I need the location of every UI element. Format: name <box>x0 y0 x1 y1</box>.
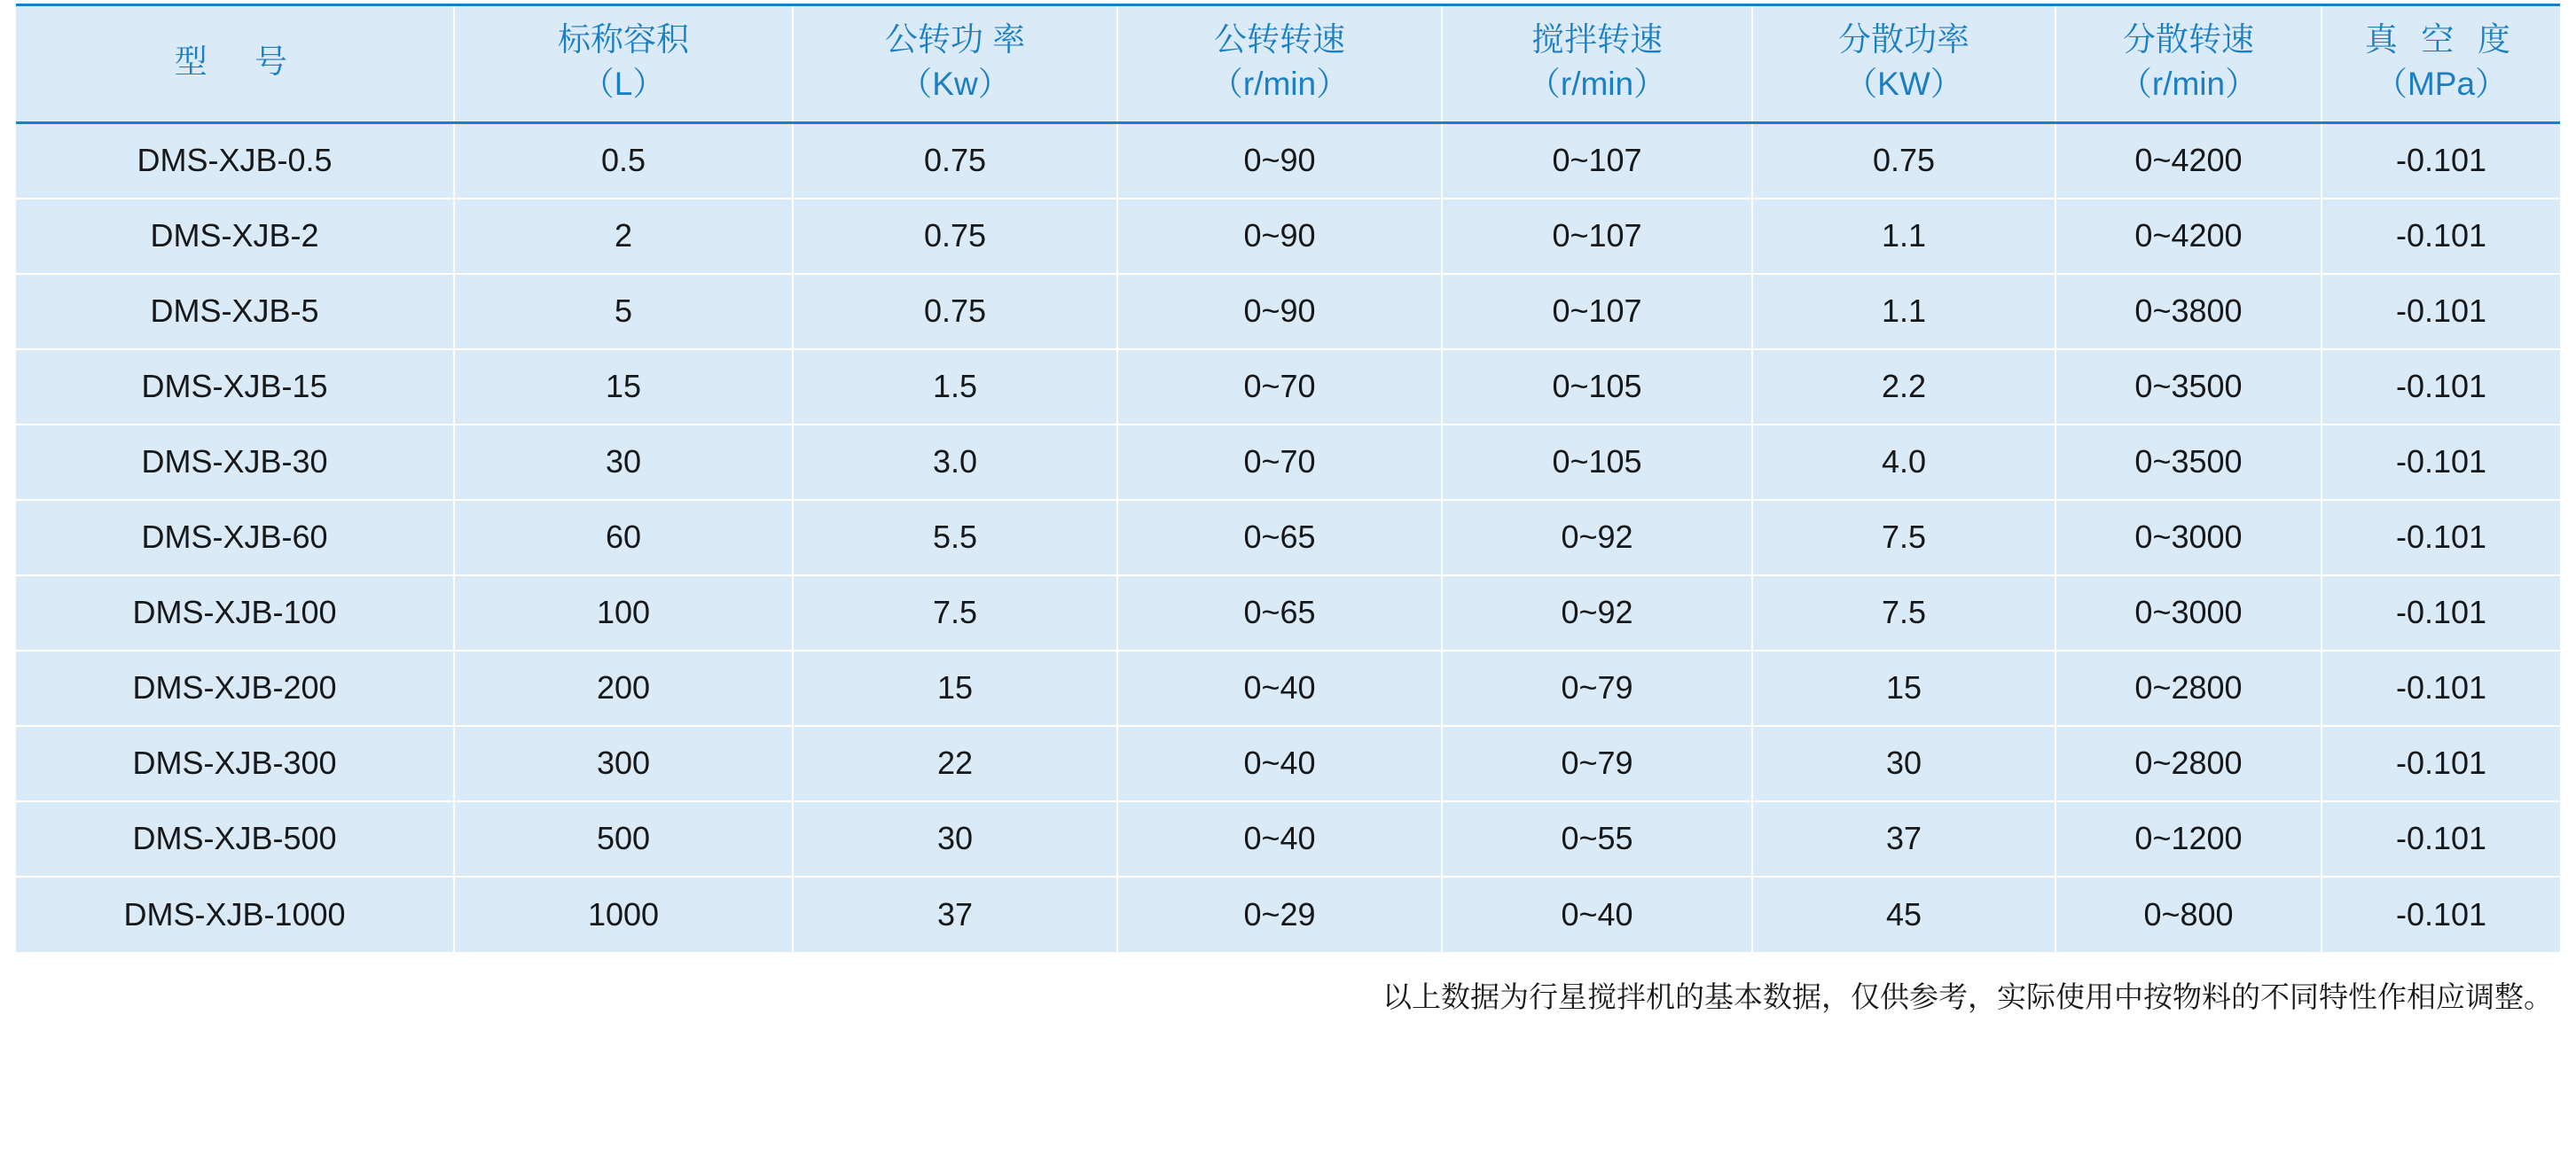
cell-model: DMS-XJB-100 <box>16 575 454 651</box>
cell-model: DMS-XJB-5 <box>16 274 454 349</box>
cell-dispersion-speed: 0~800 <box>2055 877 2322 952</box>
cell-vacuum-degree: -0.101 <box>2322 575 2560 651</box>
footnote: 以上数据为行星搅拌机的基本数据，仅供参考，实际使用中按物料的不同特性作相应调整。 <box>1382 979 2553 1013</box>
column-header-dispersion-speed <box>2055 5 2322 123</box>
cell-nominal-volume: 300 <box>454 726 793 801</box>
table-row <box>16 500 2560 575</box>
cell-model: DMS-XJB-300 <box>16 726 454 801</box>
cell-stirring-speed: 0~107 <box>1442 123 1752 199</box>
cell-revolution-power: 1.5 <box>793 349 1117 425</box>
cell-vacuum-degree: -0.101 <box>2322 500 2560 575</box>
cell-nominal-volume: 5 <box>454 274 793 349</box>
column-header-revolution-power <box>793 5 1117 123</box>
cell-model: DMS-XJB-30 <box>16 425 454 500</box>
cell-dispersion-speed: 0~2800 <box>2055 651 2322 726</box>
header-row <box>16 5 2560 123</box>
column-header-model <box>16 5 454 123</box>
cell-vacuum-degree: -0.101 <box>2322 349 2560 425</box>
cell-nominal-volume: 500 <box>454 801 793 877</box>
header-title: 分散功率 <box>1838 21 1969 58</box>
spec-sheet <box>0 4 2576 1155</box>
cell-vacuum-degree: -0.101 <box>2322 199 2560 274</box>
cell-dispersion-speed: 0~3500 <box>2055 425 2322 500</box>
column-header-vacuum-degree <box>2322 5 2560 123</box>
column-header-dispersion-power <box>1752 5 2055 123</box>
cell-dispersion-speed: 0~2800 <box>2055 726 2322 801</box>
header-title: 公转功 率 <box>884 21 1026 58</box>
cell-model: DMS-XJB-60 <box>16 500 454 575</box>
cell-dispersion-speed: 0~3500 <box>2055 349 2322 425</box>
cell-vacuum-degree: -0.101 <box>2322 123 2560 199</box>
table-row <box>16 801 2560 877</box>
cell-stirring-speed: 0~55 <box>1442 801 1752 877</box>
cell-stirring-speed: 0~92 <box>1442 575 1752 651</box>
header-unit: （L） <box>581 66 666 103</box>
header-unit: （r/min） <box>1210 66 1350 103</box>
cell-dispersion-power: 1.1 <box>1752 199 2055 274</box>
cell-revolution-speed: 0~70 <box>1117 349 1442 425</box>
cell-model: DMS-XJB-2 <box>16 199 454 274</box>
table-row <box>16 349 2560 425</box>
cell-dispersion-power: 7.5 <box>1752 575 2055 651</box>
cell-revolution-power: 3.0 <box>793 425 1117 500</box>
cell-revolution-speed: 0~70 <box>1117 425 1442 500</box>
cell-stirring-speed: 0~105 <box>1442 349 1752 425</box>
cell-nominal-volume: 1000 <box>454 877 793 952</box>
column-header-stirring-speed <box>1442 5 1752 123</box>
cell-nominal-volume: 30 <box>454 425 793 500</box>
cell-vacuum-degree: -0.101 <box>2322 726 2560 801</box>
header-unit: （r/min） <box>2118 66 2259 103</box>
cell-revolution-speed: 0~65 <box>1117 575 1442 651</box>
cell-revolution-speed: 0~29 <box>1117 877 1442 952</box>
cell-nominal-volume: 60 <box>454 500 793 575</box>
cell-stirring-speed: 0~107 <box>1442 274 1752 349</box>
cell-model: DMS-XJB-15 <box>16 349 454 425</box>
cell-revolution-power: 0.75 <box>793 199 1117 274</box>
header-unit: （MPa） <box>2374 66 2509 103</box>
cell-stirring-speed: 0~79 <box>1442 726 1752 801</box>
cell-dispersion-power: 1.1 <box>1752 274 2055 349</box>
cell-revolution-speed: 0~90 <box>1117 274 1442 349</box>
cell-dispersion-power: 4.0 <box>1752 425 2055 500</box>
cell-revolution-speed: 0~90 <box>1117 123 1442 199</box>
table-row <box>16 199 2560 274</box>
cell-vacuum-degree: -0.101 <box>2322 877 2560 952</box>
cell-nominal-volume: 0.5 <box>454 123 793 199</box>
cell-vacuum-degree: -0.101 <box>2322 801 2560 877</box>
table-header <box>16 5 2560 123</box>
cell-vacuum-degree: -0.101 <box>2322 425 2560 500</box>
header-title: 真 空 度 <box>2364 21 2518 58</box>
header-title: 分散转速 <box>2123 21 2254 58</box>
cell-dispersion-power: 7.5 <box>1752 500 2055 575</box>
cell-revolution-speed: 0~90 <box>1117 199 1442 274</box>
cell-nominal-volume: 2 <box>454 199 793 274</box>
cell-model: DMS-XJB-500 <box>16 801 454 877</box>
cell-nominal-volume: 100 <box>454 575 793 651</box>
cell-revolution-power: 7.5 <box>793 575 1117 651</box>
cell-vacuum-degree: -0.101 <box>2322 651 2560 726</box>
cell-dispersion-speed: 0~3000 <box>2055 575 2322 651</box>
cell-model: DMS-XJB-1000 <box>16 877 454 952</box>
cell-stirring-speed: 0~79 <box>1442 651 1752 726</box>
cell-revolution-speed: 0~65 <box>1117 500 1442 575</box>
cell-revolution-power: 0.75 <box>793 123 1117 199</box>
header-title: 型 号 <box>174 43 295 81</box>
cell-dispersion-power: 37 <box>1752 801 2055 877</box>
cell-dispersion-power: 2.2 <box>1752 349 2055 425</box>
specification-table <box>16 4 2560 952</box>
header-title: 标称容积 <box>558 21 689 58</box>
table-row <box>16 123 2560 199</box>
table-row <box>16 425 2560 500</box>
cell-stirring-speed: 0~105 <box>1442 425 1752 500</box>
cell-revolution-power: 15 <box>793 651 1117 726</box>
cell-dispersion-speed: 0~4200 <box>2055 123 2322 199</box>
cell-dispersion-power: 0.75 <box>1752 123 2055 199</box>
cell-dispersion-speed: 0~3000 <box>2055 500 2322 575</box>
cell-stirring-speed: 0~107 <box>1442 199 1752 274</box>
cell-revolution-speed: 0~40 <box>1117 801 1442 877</box>
column-header-nominal-volume <box>454 5 793 123</box>
cell-revolution-power: 5.5 <box>793 500 1117 575</box>
cell-revolution-power: 30 <box>793 801 1117 877</box>
cell-dispersion-power: 15 <box>1752 651 2055 726</box>
cell-stirring-speed: 0~40 <box>1442 877 1752 952</box>
cell-revolution-power: 22 <box>793 726 1117 801</box>
column-header-revolution-speed <box>1117 5 1442 123</box>
header-unit: （KW） <box>1844 66 1963 103</box>
cell-revolution-power: 37 <box>793 877 1117 952</box>
table-row <box>16 726 2560 801</box>
cell-dispersion-power: 45 <box>1752 877 2055 952</box>
cell-dispersion-speed: 0~1200 <box>2055 801 2322 877</box>
table-body <box>16 123 2560 952</box>
header-unit: （Kw） <box>899 66 1011 103</box>
table-row <box>16 651 2560 726</box>
cell-nominal-volume: 200 <box>454 651 793 726</box>
table-row <box>16 575 2560 651</box>
cell-vacuum-degree: -0.101 <box>2322 274 2560 349</box>
header-title: 公转转速 <box>1214 21 1345 58</box>
cell-model: DMS-XJB-0.5 <box>16 123 454 199</box>
cell-dispersion-speed: 0~4200 <box>2055 199 2322 274</box>
table-row <box>16 274 2560 349</box>
cell-model: DMS-XJB-200 <box>16 651 454 726</box>
cell-revolution-speed: 0~40 <box>1117 726 1442 801</box>
cell-stirring-speed: 0~92 <box>1442 500 1752 575</box>
header-unit: （r/min） <box>1527 66 1667 103</box>
cell-dispersion-speed: 0~3800 <box>2055 274 2322 349</box>
cell-nominal-volume: 15 <box>454 349 793 425</box>
cell-revolution-power: 0.75 <box>793 274 1117 349</box>
table-row <box>16 877 2560 952</box>
cell-dispersion-power: 30 <box>1752 726 2055 801</box>
header-title: 搅拌转速 <box>1531 21 1663 58</box>
cell-revolution-speed: 0~40 <box>1117 651 1442 726</box>
